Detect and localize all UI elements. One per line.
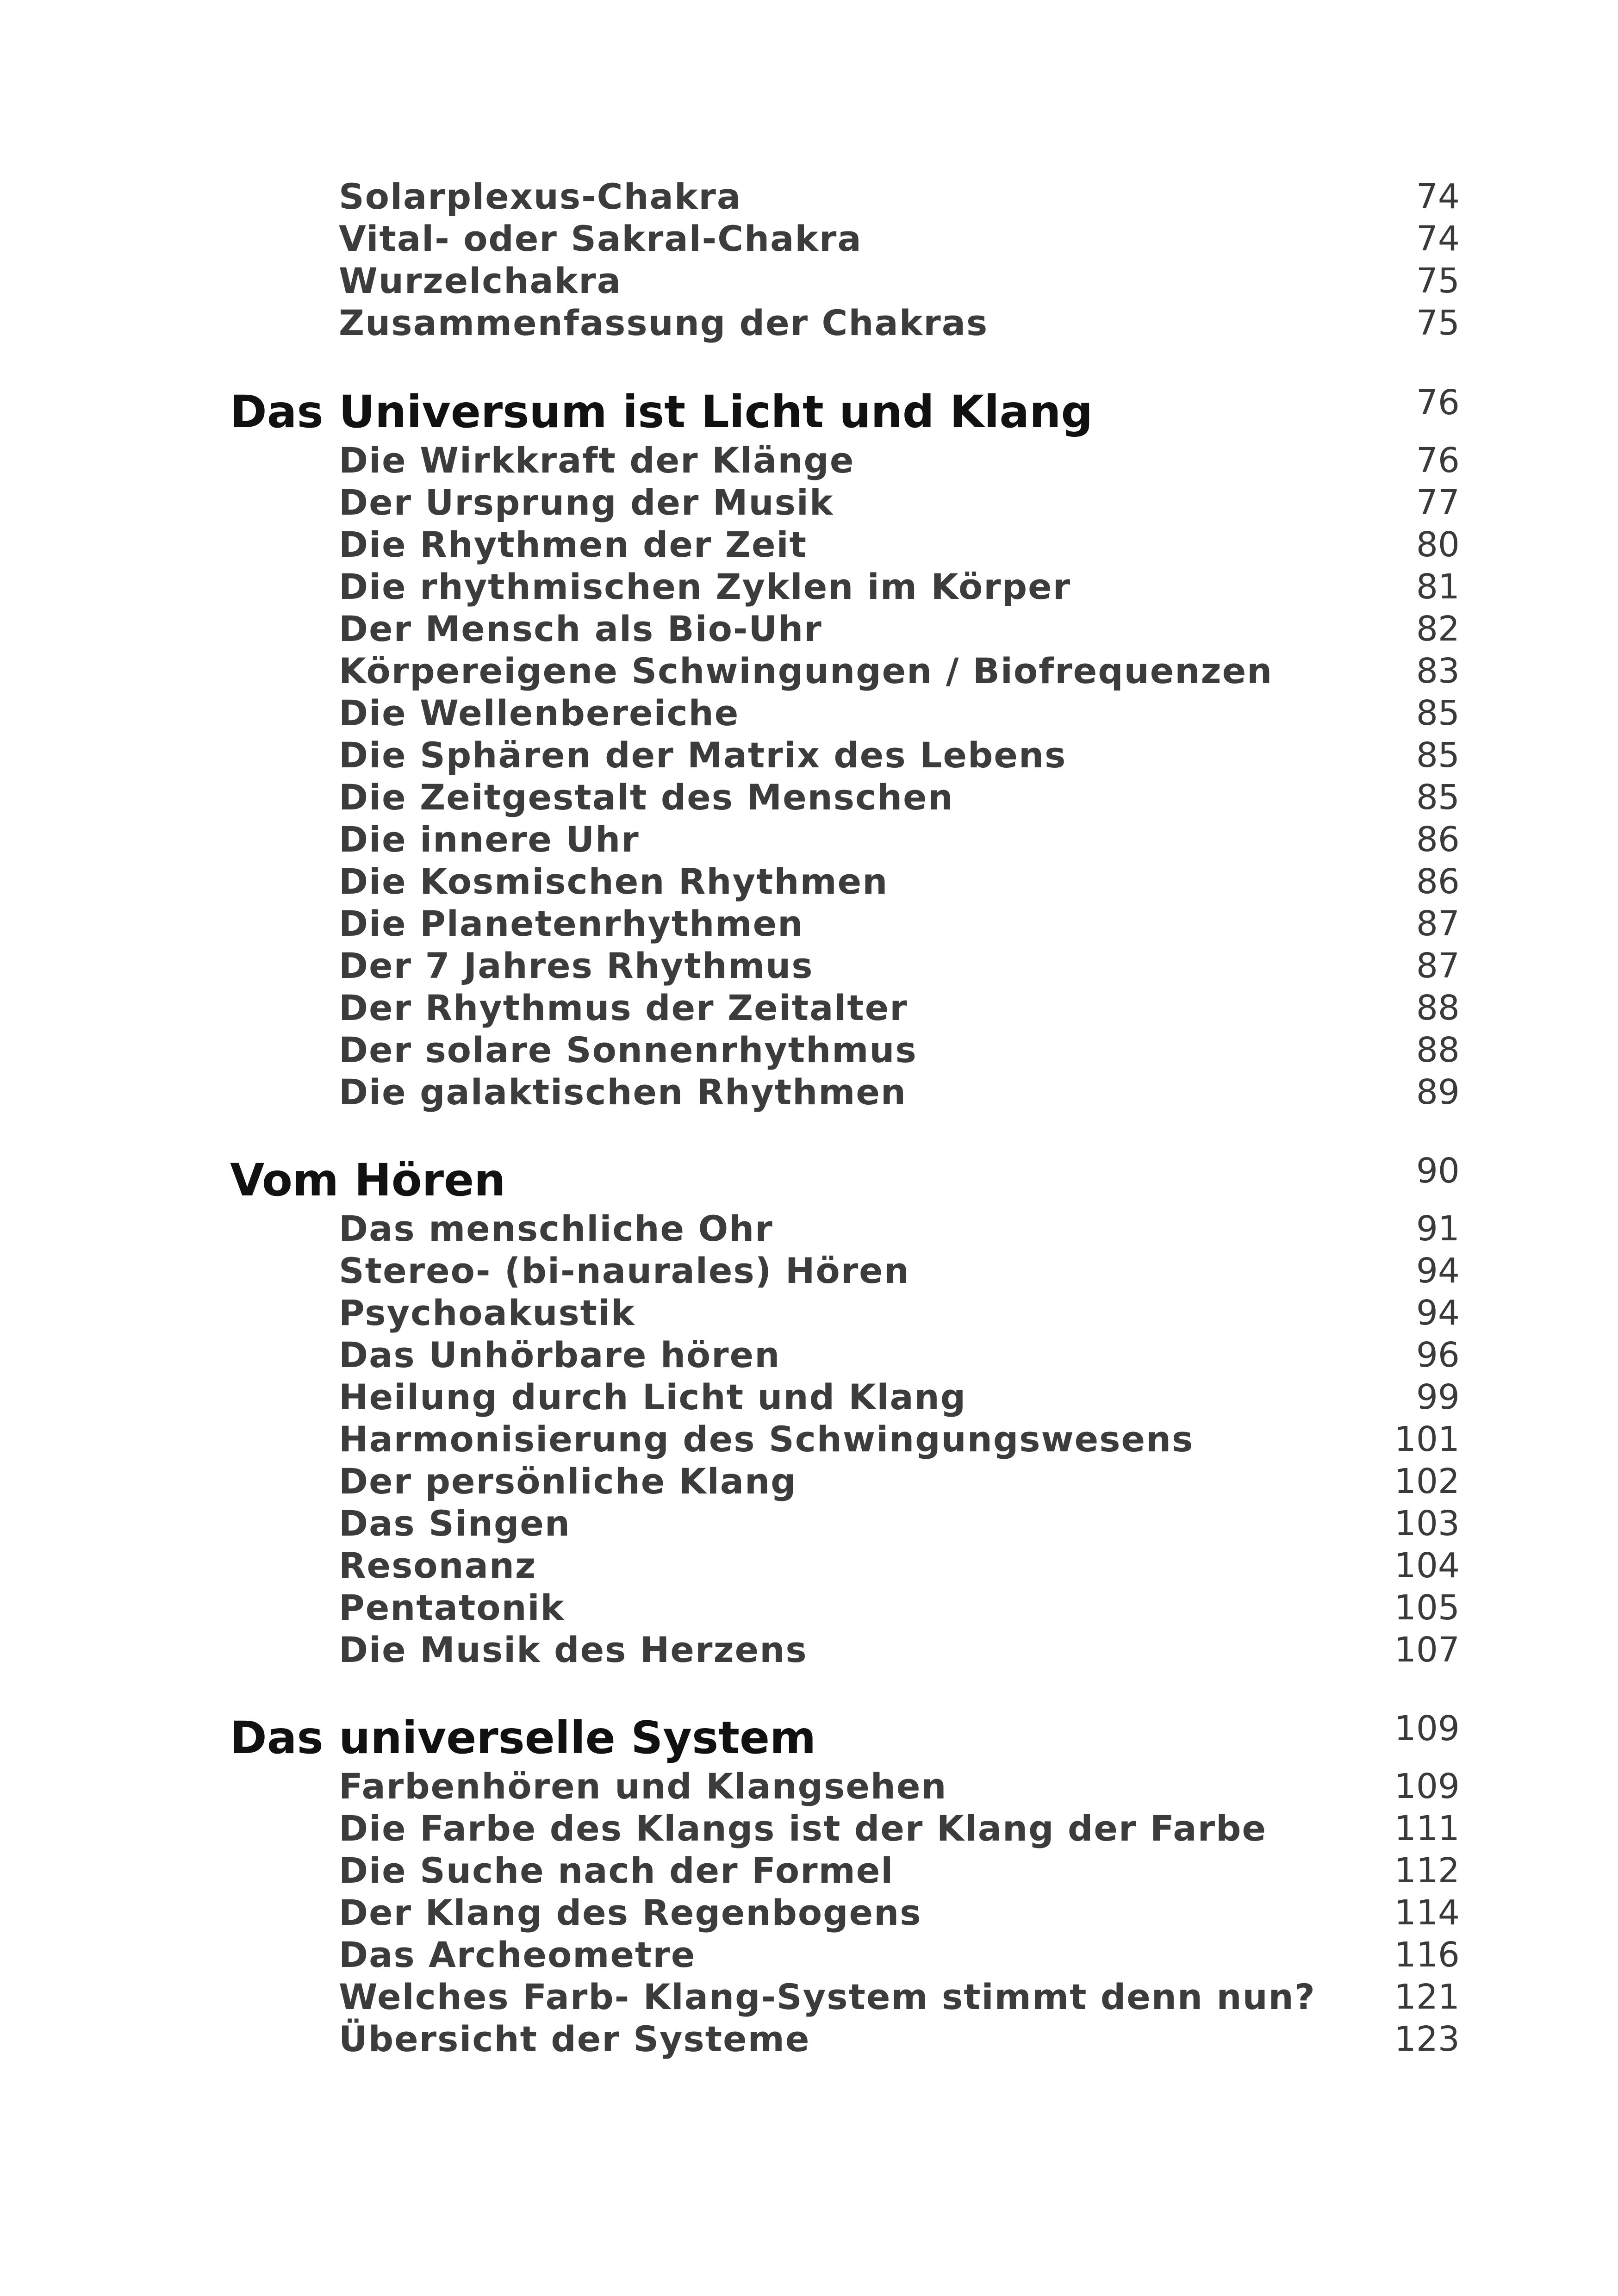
toc-entry-page: 87 [1416, 904, 1460, 944]
toc-entry [0, 903, 1618, 945]
toc-entry-page: 74 [1416, 219, 1460, 259]
toc-entry-title: Das Unhörbare hören [339, 1334, 781, 1375]
toc-entry-title: Die Zeitgestalt des Menschen [339, 777, 954, 818]
toc-entry [0, 1250, 1618, 1292]
toc-entry-page: 101 [1394, 1419, 1460, 1459]
toc-entry [0, 1419, 1618, 1460]
toc-chapter-title: Das Universum ist Licht und Klang [230, 386, 1093, 438]
toc-entry-title: Psychoakustik [339, 1292, 635, 1333]
toc-entry [0, 260, 1618, 302]
toc-entry-title: Die Rhythmen der Zeit [339, 524, 807, 565]
toc-entry [0, 861, 1618, 902]
toc-entry [0, 2018, 1618, 2060]
toc-entry-page: 86 [1416, 862, 1460, 902]
toc-entry-title: Der Mensch als Bio-Uhr [339, 608, 822, 649]
toc-entry-title: Der Klang des Regenbogens [339, 1892, 922, 1933]
toc-entry-title: Zusammenfassung der Chakras [339, 302, 989, 343]
toc-entry-page: 111 [1394, 1809, 1460, 1848]
toc-entry-title: Der 7 Jahres Rhythmus [339, 945, 814, 986]
toc-entry-page: 105 [1394, 1588, 1460, 1628]
toc-entry [0, 987, 1618, 1029]
toc-entry-title: Welches Farb- Klang-System stimmt denn nun? [339, 1976, 1316, 2017]
toc-entry-title: Die Farbe des Klangs ist der Klang der Farbe [339, 1808, 1267, 1849]
toc-entry [0, 1208, 1618, 1250]
toc-entry-page: 94 [1416, 1251, 1460, 1291]
toc-entry [0, 1376, 1618, 1418]
toc-entry-page: 96 [1416, 1335, 1460, 1375]
toc-entry [0, 1808, 1618, 1849]
toc-entry [0, 566, 1618, 608]
toc-entry [0, 1461, 1618, 1502]
toc-entry-page: 86 [1416, 820, 1460, 859]
toc-entry-page: 75 [1416, 303, 1460, 343]
toc-entry [0, 176, 1618, 218]
toc-entry-title: Die Kosmischen Rhythmen [339, 861, 889, 902]
toc-entry-page: 91 [1416, 1209, 1460, 1249]
toc-entry-page: 112 [1394, 1851, 1460, 1891]
toc-entry-title: Die Musik des Herzens [339, 1629, 808, 1670]
toc-chapter-page: 76 [1416, 383, 1460, 423]
toc-entry-page: 102 [1394, 1462, 1460, 1501]
toc-entry-page: 82 [1416, 609, 1460, 649]
toc-entry-title: Die Sphären der Matrix des Lebens [339, 734, 1067, 776]
toc-entry-page: 85 [1416, 735, 1460, 775]
toc-entry-title: Resonanz [339, 1545, 537, 1586]
toc-entry-title: Die Wellenbereiche [339, 692, 740, 734]
toc-entry [0, 1629, 1618, 1671]
toc-entry [0, 1545, 1618, 1587]
toc-entry-title: Die innere Uhr [339, 819, 640, 860]
toc-entry-title: Heilung durch Licht und Klang [339, 1376, 967, 1418]
toc-entry-page: 83 [1416, 651, 1460, 691]
toc-entry-title: Der persönliche Klang [339, 1461, 797, 1502]
toc-entry-page: 123 [1394, 2019, 1460, 2059]
toc-entry-title: Solarplexus-Chakra [339, 176, 742, 217]
toc-entry-page: 89 [1416, 1072, 1460, 1112]
toc-entry-title: Stereo- (bi-naurales) Hören [339, 1250, 910, 1291]
toc-entry [0, 608, 1618, 650]
toc-entry-title: Farbenhören und Klangsehen [339, 1766, 947, 1807]
toc-entry-page: 94 [1416, 1293, 1460, 1333]
toc-entry [0, 1503, 1618, 1544]
toc-entry [0, 218, 1618, 260]
toc-entry-page: 109 [1394, 1767, 1460, 1806]
toc-entry-title: Die Planetenrhythmen [339, 903, 804, 944]
toc-entry [0, 1071, 1618, 1113]
toc-entry [0, 734, 1618, 776]
toc-entry-page: 103 [1394, 1504, 1460, 1543]
toc-entry-page: 88 [1416, 1030, 1460, 1070]
toc-entry-page: 121 [1394, 1977, 1460, 2017]
toc-entry-page: 77 [1416, 483, 1460, 523]
toc-chapter-heading [0, 1151, 1618, 1206]
toc-entry-page: 81 [1416, 567, 1460, 607]
toc-entry-title: Die Suche nach der Formel [339, 1850, 894, 1891]
toc-entry-title: Die rhythmischen Zyklen im Körper [339, 566, 1071, 607]
toc-entry-page: 107 [1394, 1630, 1460, 1670]
toc-entry [0, 1766, 1618, 1807]
toc-entry-title: Harmonisierung des Schwingungswesens [339, 1419, 1194, 1460]
toc-entry [0, 1976, 1618, 2018]
toc-entry-title: Pentatonik [339, 1587, 565, 1628]
toc-entry-title: Wurzelchakra [339, 260, 622, 301]
toc-entry [0, 1029, 1618, 1071]
toc-entry [0, 1334, 1618, 1376]
toc-entry-page: 99 [1416, 1377, 1460, 1417]
toc-entry-title: Der Ursprung der Musik [339, 482, 834, 523]
toc-entry-page: 104 [1394, 1546, 1460, 1586]
toc-entry-title: Körpereigene Schwingungen / Biofrequenzen [339, 650, 1273, 691]
toc-entry-title: Die Wirkkraft der Klänge [339, 440, 855, 481]
toc-entry-page: 116 [1394, 1935, 1460, 1975]
toc-entry [0, 777, 1618, 818]
toc-entry-page: 114 [1394, 1893, 1460, 1933]
toc-entry-page: 87 [1416, 946, 1460, 986]
toc-entry-title: Der Rhythmus der Zeitalter [339, 987, 908, 1028]
toc-entry-page: 74 [1416, 177, 1460, 217]
toc-entry [0, 482, 1618, 523]
toc-entry-page: 75 [1416, 261, 1460, 301]
toc-entry [0, 1892, 1618, 1934]
toc-entry-title: Übersicht der Systeme [339, 2018, 810, 2060]
toc-entry-title: Der solare Sonnenrhythmus [339, 1029, 917, 1070]
toc-entry-page: 85 [1416, 778, 1460, 817]
toc-entry [0, 440, 1618, 481]
toc-entry-page: 85 [1416, 693, 1460, 733]
toc-entry-page: 88 [1416, 988, 1460, 1028]
toc-chapter-page: 90 [1416, 1151, 1460, 1191]
toc-entry-title: Vital- oder Sakral-Chakra [339, 218, 862, 259]
toc-entry [0, 650, 1618, 692]
toc-entry [0, 819, 1618, 860]
toc-entry-title: Die galaktischen Rhythmen [339, 1071, 907, 1113]
toc-chapter-title: Vom Hören [230, 1154, 506, 1206]
toc-entry [0, 1587, 1618, 1629]
toc-entry-page: 80 [1416, 525, 1460, 565]
toc-chapter-heading [0, 383, 1618, 438]
toc-entry-title: Das Singen [339, 1503, 571, 1544]
toc-chapter-title: Das universelle System [230, 1712, 816, 1764]
toc-entry [0, 524, 1618, 566]
toc-chapter-page: 109 [1394, 1709, 1460, 1748]
toc-entry [0, 692, 1618, 734]
toc-entry-title: Das menschliche Ohr [339, 1208, 773, 1249]
toc-entry [0, 1934, 1618, 1976]
toc-entry-title: Das Archeometre [339, 1934, 696, 1975]
toc-entry [0, 1292, 1618, 1334]
toc-entry-page: 76 [1416, 441, 1460, 480]
toc-chapter-heading [0, 1709, 1618, 1764]
toc-entry [0, 1850, 1618, 1892]
toc-entry [0, 945, 1618, 987]
toc-entry [0, 302, 1618, 344]
